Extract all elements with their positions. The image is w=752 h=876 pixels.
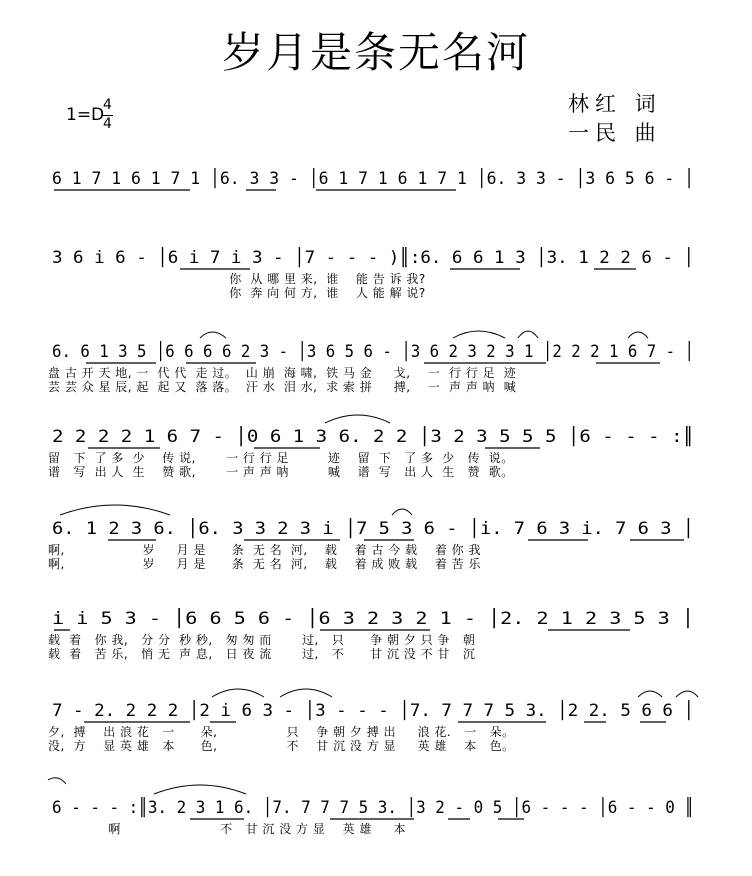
lyrics-line-3-verse-2: 芸 芸 众 星 辰, 起 起 又 落 落。 汗 水 泪 水, 求 索 拼 搏, 一 声 声 呐 喊 — [48, 380, 517, 394]
lyrics-line-4-verse-2: 谱 写 出 人 生 赞 歌, 一 声 声 呐 喊 谱 写 出 人 生 赞 歌。 — [48, 465, 514, 479]
lyrics-line-2-verse-1: 你 从 哪 里 来, 谁 能 告 诉 我? — [48, 272, 426, 286]
notes-line-7: 7 - 2. 2 2 2 │2 i 6 3 - │3 - - - │7. 7 7 7 5 3. │2 2. 5 6 6 │ — [52, 701, 677, 721]
lyrics-line-8-verse-1: 啊 不 甘 沉 没 方 显 英 雄 本 — [48, 822, 406, 836]
notes-line-2: 3 6 i 6 - │6 i 7 i 3 - │7 - - - )║:6. 6 6 1 3 │3. 1 2 2 6 - │ — [52, 248, 677, 268]
time-signature-bottom: 4 — [103, 116, 112, 132]
notes-line-4: 2 2 2 2 1 6 7 - │0 6 1 3 6. 2 2 │3 2 3 5 5 5 │6 - - - :║ — [52, 427, 626, 447]
lyrics-line-7-verse-1: 夕, 搏 出 浪 花 一 朵, 只 争 朝 夕 搏 出 浪 花. 一 朵。 — [48, 725, 515, 739]
music-line-6 — [0, 605, 752, 687]
lyrics-line-6-verse-2: 载 着 苦 乐, 悄 无 声 息, 日 夜 流 过, 不 甘 沉 没 不 甘 沉 — [48, 647, 476, 661]
music-line-2 — [0, 244, 752, 326]
lyrics-line-5-verse-1: 啊, 岁 月 是 条 无 名 河, 载 着 古 今 载 着 你 我 — [48, 543, 481, 557]
music-line-8 — [0, 794, 752, 876]
notes-line-6: i i 5 3 - │6 6 5 6 - │6 3 2 3 2 1 - │2. 2 1 2 3 5 3 │ — [52, 609, 595, 629]
music-line-4 — [0, 423, 752, 505]
lyricist-credit: 林红 词 — [568, 92, 662, 116]
composer-credit: 一民 曲 — [568, 121, 662, 145]
lyrics-line-7-verse-2: 没, 方 显 英 雄 本 色, 不 甘 沉 没 方 显 英 雄 本 色。 — [48, 739, 515, 753]
lyrics-line-3-verse-1: 盘 古 开 天 地, 一 代 代 走 过。 山 崩 海 啸, 铁 马 金 戈, 一 行 行 足 迹 — [48, 366, 517, 380]
notes-line-8: 6 - - - :║3. 2 3 1 6. │7. 7 7 7 5 3. │3 2 - 0 5 │6 - - - │6 - - 0 ║ — [52, 798, 738, 818]
notes-line-1: 6 1 7 1 6 1 7 1 │6. 3 3 - │6 1 7 1 6 1 7 1 │6. 3 3 - │3 6 5 6 - │ — [52, 169, 718, 189]
lyrics-line-5-verse-2: 啊, 岁 月 是 条 无 名 河, 载 着 成 败 载 着 苦 乐 — [48, 557, 481, 571]
time-signature-top: 4 — [103, 97, 112, 113]
lyrics-line-2-verse-2: 你 奔 向 何 方, 谁 人 能 解 说? — [48, 286, 426, 300]
notes-line-3: 6. 6 1 3 5 │6 6 6 6 2 3 - │3 6 5 6 - │3 6 2 3 2 3 1 │2 2 2 1 6 7 - │ — [52, 342, 748, 362]
lyrics-line-6-verse-1: 载 着 你 我, 分 分 秒 秒, 匆 匆 而 过, 只 争 朝 夕 只 争 朝 — [48, 633, 476, 647]
music-line-5 — [0, 515, 752, 597]
music-line-3 — [0, 338, 752, 420]
music-line-1 — [0, 165, 752, 247]
notes-line-5: 6. 1 2 3 6. │6. 3 3 2 3 i │7 5 3 6 - │i. 7 6 3 i. 7 6 3 │ — [52, 519, 636, 539]
key-signature: 1=D — [66, 105, 105, 125]
lyrics-line-4-verse-1: 留 下 了 多 少 传 说, 一 行 行 足 迹 留 下 了 多 少 传 说。 — [48, 451, 514, 465]
music-line-7 — [0, 697, 752, 779]
song-title: 岁月是条无名河 — [221, 28, 530, 77]
